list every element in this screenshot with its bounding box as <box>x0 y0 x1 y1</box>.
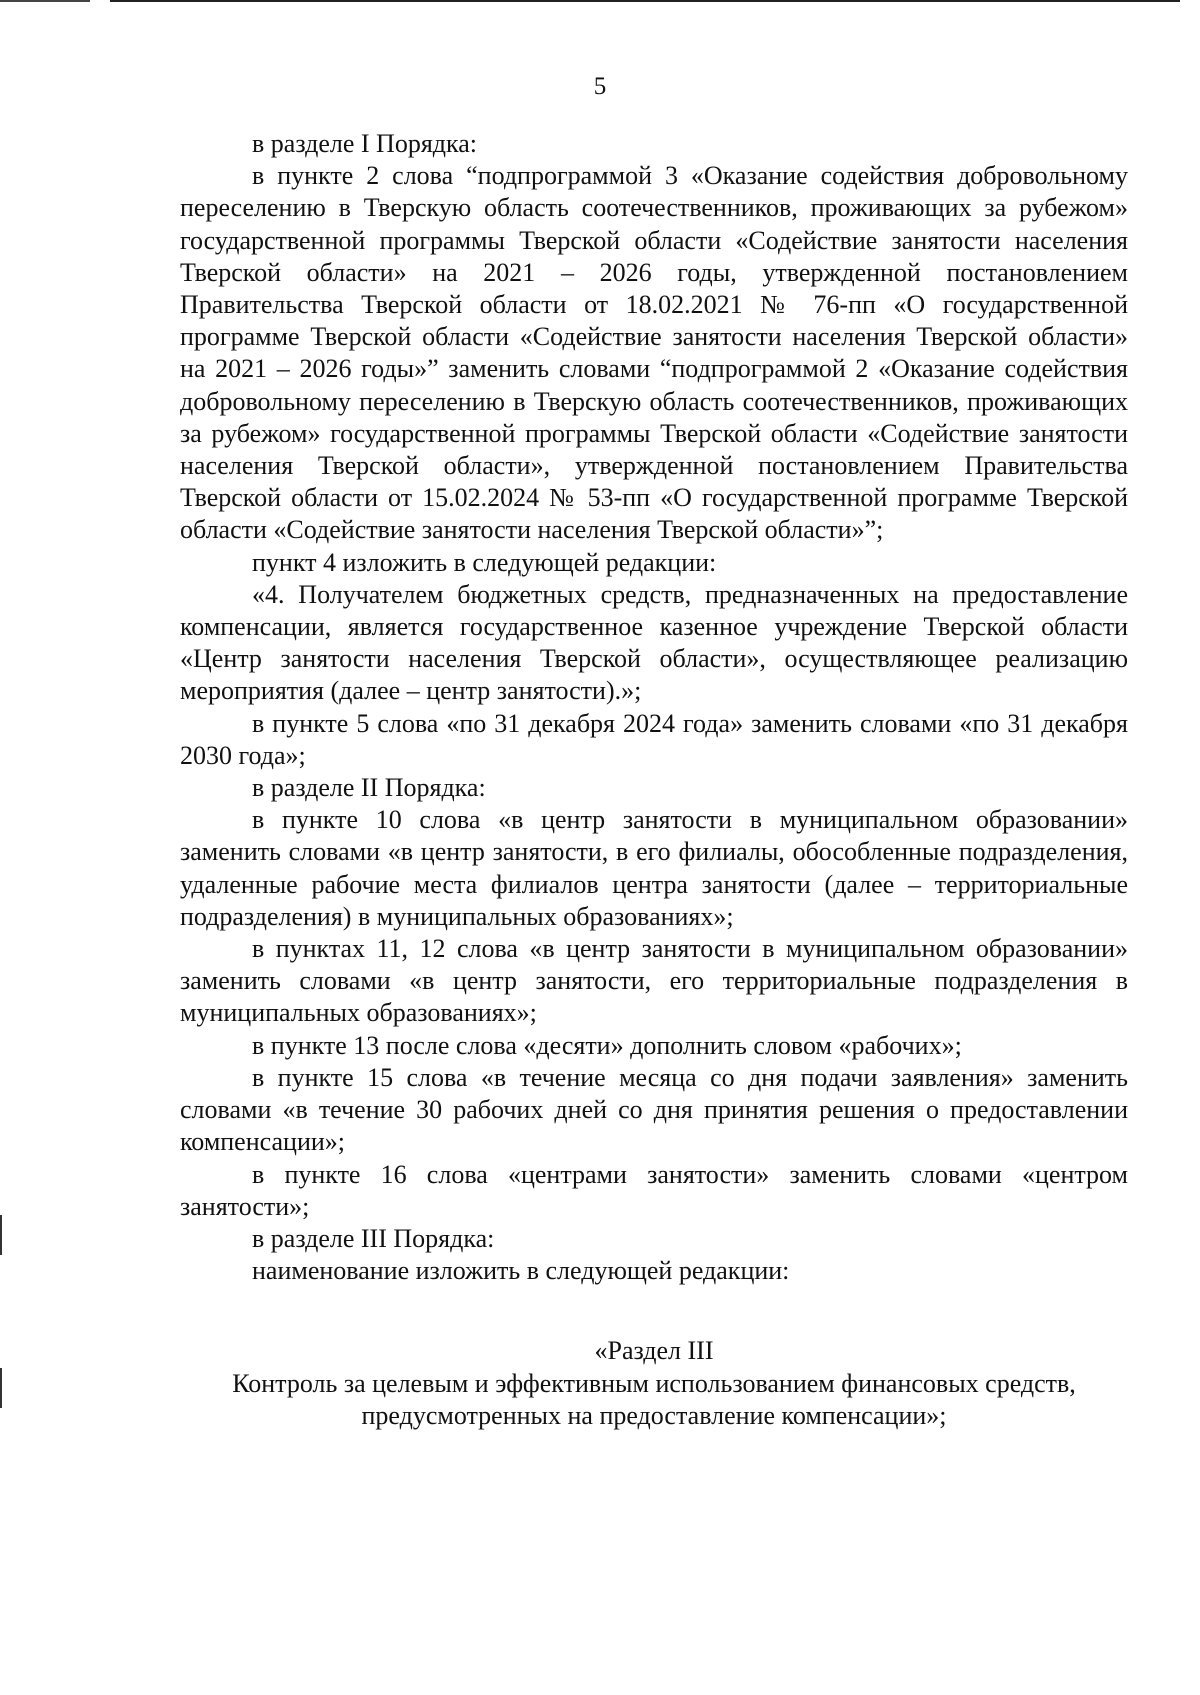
paragraph: в пунктах 11, 12 слова «в центр занятости в муниципальном образовании» заменить словами «в центр занятости, его территориальные подразделения в муниципальных образованиях»; <box>180 934 1128 1028</box>
section-heading-title: «Раздел III <box>594 1336 714 1366</box>
paragraph: в пункте 2 слова “подпрограммой 3 «Оказание содействия добровольному переселению в Тверскую область соотечественников, проживающих за рубежом» государственной программы Тверской области «Содействие занятости населения Тверской области» на 2021 – 2026 годы, утвержденной постановлением Правительства Тверской области от 18.02.2021 № 76-пп «О государственной программе Тверской области «Содействие занятости населения Тверской области» на 2021 – 2026 годы»” заменить словами “подпрограммой 2 «Оказание содействия добровольному переселению в Тверскую область соотечественников, проживающих за рубежом» государственной программы Тверской области «Содействие занятости населения Тверской области», утвержденной постановлением Правительства Тверской области от 15.02.2024 № 53-пп «О государственной программе Тверской области «Содействие занятости населения Тверской области»”; <box>180 161 1128 545</box>
paragraph: «4. Получателем бюджетных средств, предназначенных на предоставление компенсации, является государственное казенное учреждение Тверской области «Центр занятости населения Тверской области», осуществляющее реализацию мероприятия (далее – центр занятости).»; <box>180 579 1128 706</box>
paragraph: в пункте 16 слова «центрами занятости» заменить словами «центром занятости»; <box>180 1159 1128 1221</box>
section-heading-line: Контроль за целевым и эффективным использованием финансовых средств, <box>232 1368 1076 1398</box>
paragraph: в разделе III Порядка: <box>252 1223 495 1253</box>
scan-edge-mark <box>0 1368 2 1408</box>
scan-edge-mark <box>0 1215 2 1255</box>
paragraph: наименование изложить в следующей редакции: <box>252 1256 790 1286</box>
paragraph: в пункте 13 после слова «десяти» дополнить словом «рабочих»; <box>252 1030 962 1060</box>
section-heading-line: предусмотренных на предоставление компенсации»; <box>361 1400 947 1430</box>
page-number: 5 <box>593 73 607 100</box>
paragraph: в пункте 10 слова «в центр занятости в муниципальном образовании» заменить словами «в центр занятости, в его филиалы, обособленные подразделения, удаленные рабочие места филиалов центра занятости (далее – территориальные подразделения) в муниципальных образованиях»; <box>180 805 1128 931</box>
paragraph: в разделе II Порядка: <box>252 773 486 803</box>
scan-edge-line <box>0 0 90 2</box>
scan-edge-line <box>110 0 1180 2</box>
paragraph: в разделе I Порядка: <box>252 129 478 158</box>
paragraph: в пункте 15 слова «в течение месяца со дня подачи заявления» заменить словами «в течение 30 рабочих дней со дня принятия решения о предоставлении компенсации»; <box>180 1062 1128 1157</box>
paragraph: пункт 4 изложить в следующей редакции: <box>252 547 717 577</box>
paragraph: в пункте 5 слова «по 31 декабря 2024 года» заменить словами «по 31 декабря 2030 года»; <box>180 708 1128 770</box>
spacer <box>180 1287 1128 1335</box>
document-body <box>180 128 1128 1432</box>
